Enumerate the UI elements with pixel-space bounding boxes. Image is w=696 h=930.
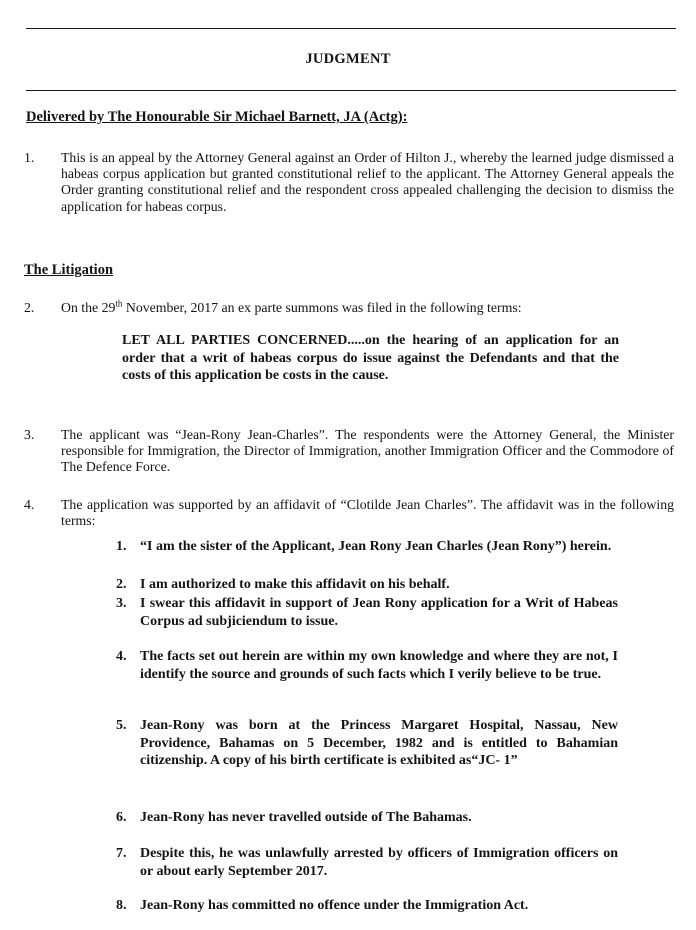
paragraph-text: The applicant was “Jean-Rony Jean-Charles”. The respondents were the Attorney General, the Minister responsible for Immigration, the Director of Immigration, another Immigration Officer and the Commodore of The Defence Force.	[61, 427, 674, 475]
paragraph-2	[24, 300, 674, 316]
paragraph-number: 2.	[24, 300, 35, 315]
affidavit-item: 1. “I am the sister of the Applicant, Jean Rony Jean Charles (Jean Rony”) herein.	[116, 539, 612, 554]
paragraph-1	[24, 150, 674, 215]
heading-rule	[26, 90, 676, 91]
paragraph-text: On the 29th November, 2017 an ex parte summons was filed in the following terms:	[61, 298, 522, 315]
paragraph-text: The application was supported by an affidavit of “Clotilde Jean Charles”. The affidavit was in the following terms:	[61, 497, 674, 529]
affidavit-item: 2. I am authorized to make this affidavit on his behalf.	[116, 577, 450, 592]
judgment-heading: JUDGMENT	[305, 51, 391, 67]
paragraph-3	[24, 427, 674, 476]
top-rule	[26, 28, 676, 29]
affidavit-item: 3. I swear this affidavit in support of Jean Rony application for a Writ of Habeas Corpus ad subjiciendum to issue.	[116, 596, 618, 629]
affidavit-item: 8. Jean-Rony has committed no offence under the Immigration Act.	[116, 898, 529, 913]
affidavit-item: 4. The facts set out herein are within my own knowledge and where they are not, I identify the source and grounds of such facts which I verily believe to be true.	[116, 649, 618, 682]
affidavit-item: 5. Jean-Rony was born at the Princess Margaret Hospital, Nassau, New Providence, Bahamas on 5 December, 1982 and is entitled to Bahamian citizenship. A copy of his birth certificate is exhibited as“JC- 1”	[116, 718, 618, 768]
section-title: The Litigation	[24, 262, 114, 278]
paragraph-4	[24, 497, 674, 529]
paragraph-text: This is an appeal by the Attorney General against an Order of Hilton J., whereby the learned judge dismissed a habeas corpus application but granted constitutional relief to the applicant. The Attorney General appeals the Order granting constitutional relief and the respondent cross appealed challenging the decision to dismiss the application for habeas corpus.	[61, 150, 674, 214]
affidavit-item: 6. Jean-Rony has never travelled outside of The Bahamas.	[116, 810, 472, 825]
affidavit-item: 7. Despite this, he was unlawfully arrested by officers of Immigration officers on or about early September 2017.	[116, 846, 618, 879]
paragraph-number: 3.	[24, 427, 35, 442]
paragraph-number: 1.	[24, 150, 35, 165]
byline: Delivered by The Honourable Sir Michael Barnett, JA (Actg):	[26, 109, 408, 125]
summons-quote: LET ALL PARTIES CONCERNED.....on the hearing of an application for an order that a writ of habeas corpus do issue against the Defendants and that the costs of this application be costs in the cause.	[122, 333, 619, 383]
paragraph-number: 4.	[24, 497, 35, 512]
